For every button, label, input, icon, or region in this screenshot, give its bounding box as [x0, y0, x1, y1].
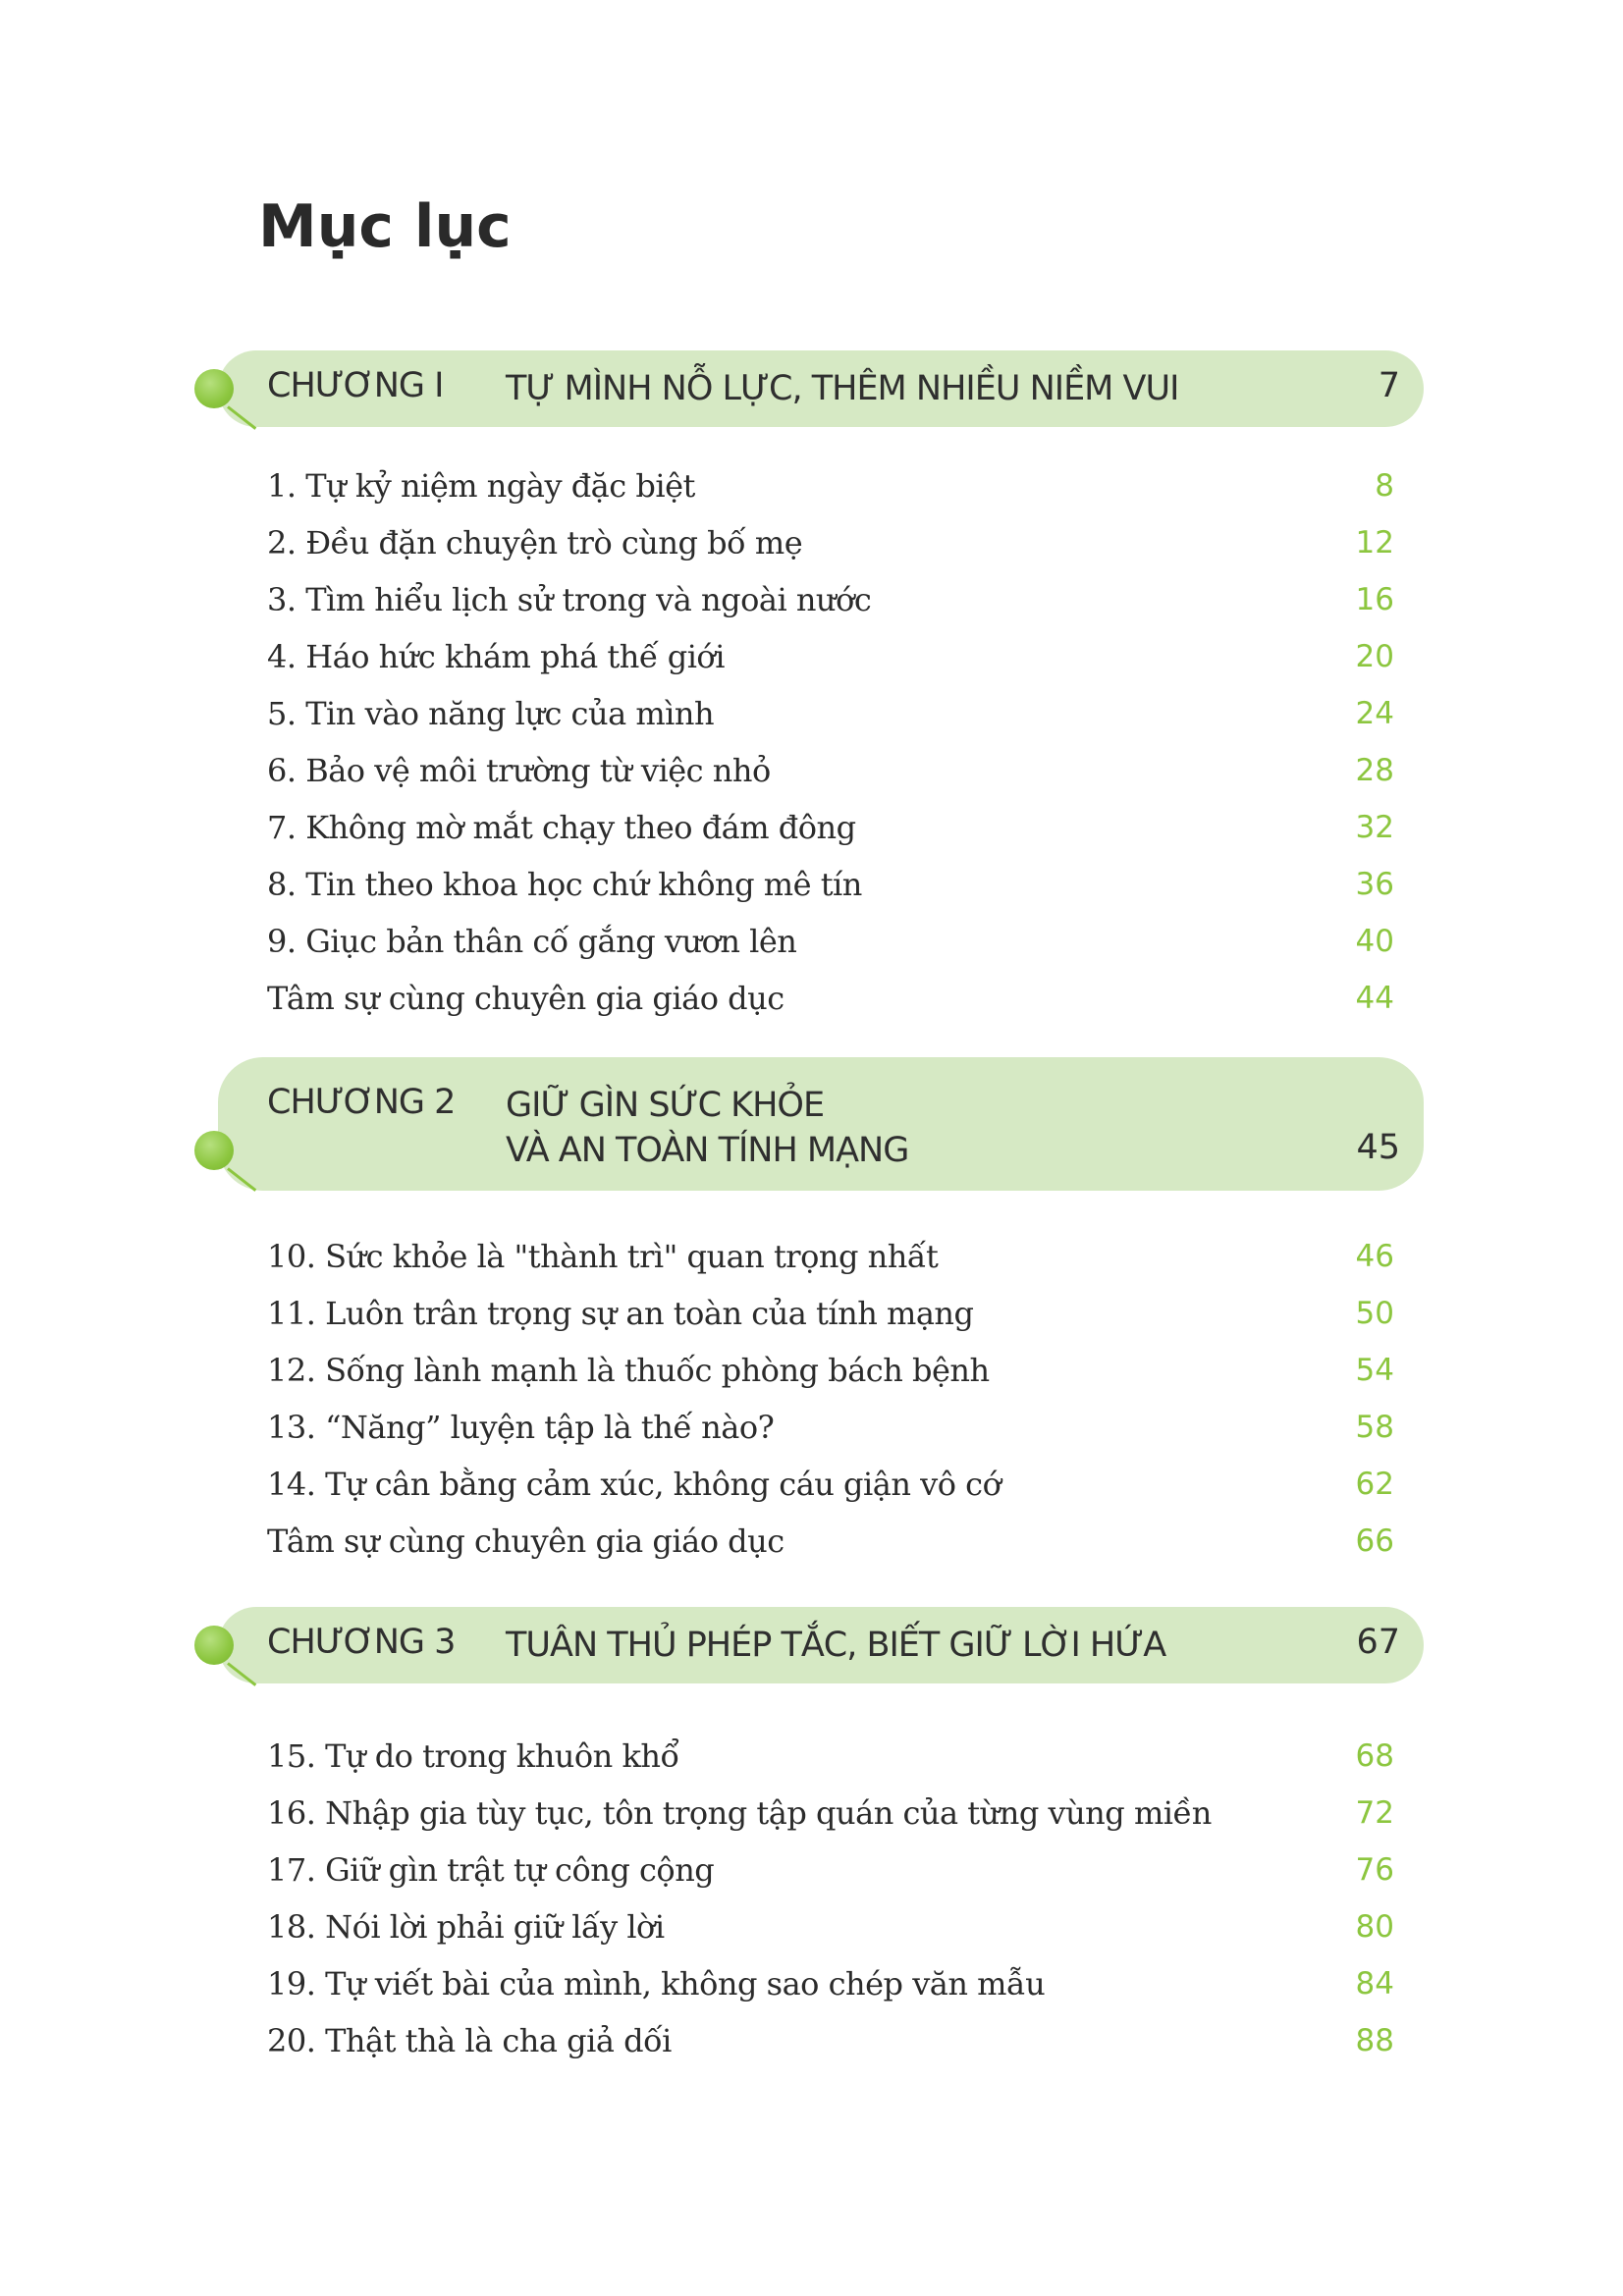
- entry-page-number: 20: [1355, 639, 1394, 674]
- entry-title: 17. Giữ gìn trật tự công cộng: [267, 1851, 715, 1889]
- toc-entry[interactable]: [267, 1347, 1394, 1394]
- entry-page-number: 36: [1355, 867, 1394, 902]
- chapter-3-header[interactable]: [218, 1607, 1424, 1683]
- entry-page-number: 12: [1355, 525, 1394, 561]
- entry-page-number: 24: [1355, 696, 1394, 731]
- entry-page-number: 84: [1355, 1966, 1394, 2002]
- toc-entry[interactable]: [267, 861, 1394, 908]
- toc-entry[interactable]: [267, 462, 1394, 509]
- toc-entry[interactable]: [267, 918, 1394, 965]
- entry-page-number: 54: [1355, 1353, 1394, 1388]
- toc-entry[interactable]: [267, 1733, 1394, 1780]
- entry-title: Tâm sự cùng chuyên gia giáo dục: [267, 1522, 784, 1560]
- chapter-bullet-icon: [194, 1131, 234, 1170]
- entry-title: 13. “Năng” luyện tập là thế nào?: [267, 1409, 775, 1446]
- entry-title: 9. Giục bản thân cố gắng vươn lên: [267, 923, 797, 960]
- chapter-title: [506, 366, 1178, 411]
- chapter-bullet-tail-icon: [227, 405, 256, 430]
- entry-title: 12. Sống lành mạnh là thuốc phòng bách bệnh: [267, 1352, 990, 1389]
- entry-title: 1. Tự kỷ niệm ngày đặc biệt: [267, 467, 695, 505]
- toc-entry[interactable]: [267, 576, 1394, 623]
- entry-title: 8. Tin theo khoa học chứ không mê tín: [267, 866, 862, 903]
- entry-page-number: 28: [1355, 753, 1394, 788]
- toc-entry[interactable]: [267, 1789, 1394, 1837]
- chapter-page-number: 67: [1356, 1623, 1400, 1662]
- chapter-title: [506, 1083, 908, 1173]
- entry-page-number: 66: [1355, 1523, 1394, 1559]
- entry-page-number: 46: [1355, 1239, 1394, 1274]
- entry-title: 3. Tìm hiểu lịch sử trong và ngoài nước: [267, 581, 872, 618]
- entry-title: 11. Luôn trân trọng sự an toàn của tính mạng: [267, 1295, 974, 1332]
- entry-title: 2. Đều đặn chuyện trò cùng bố mẹ: [267, 524, 803, 561]
- entry-page-number: 88: [1355, 2023, 1394, 2058]
- chapter-bullet-icon: [194, 1626, 234, 1665]
- chapter-label: CHƯƠNG 2: [267, 1083, 456, 1122]
- chapter-title-line: VÀ AN TOÀN TÍNH MẠNG: [506, 1131, 909, 1170]
- chapter-title: [506, 1623, 1165, 1668]
- entry-page-number: 62: [1355, 1467, 1394, 1502]
- toc-entry[interactable]: [267, 1518, 1394, 1565]
- entry-title: 6. Bảo vệ môi trường từ việc nhỏ: [267, 752, 771, 789]
- entry-page-number: 50: [1355, 1296, 1394, 1331]
- entry-page-number: 58: [1355, 1410, 1394, 1445]
- entry-page-number: 40: [1355, 924, 1394, 959]
- entry-page-number: 80: [1355, 1909, 1394, 1945]
- chapter-page-number: 7: [1378, 366, 1400, 405]
- chapter-2-header[interactable]: [218, 1057, 1424, 1191]
- toc-entry[interactable]: [267, 2017, 1394, 2064]
- entry-title: 16. Nhập gia tùy tục, tôn trọng tập quán của từng vùng miền: [267, 1794, 1212, 1832]
- page-title: Mục lục: [258, 192, 512, 261]
- entry-title: 7. Không mờ mắt chạy theo đám đông: [267, 809, 856, 846]
- toc-entry[interactable]: [267, 975, 1394, 1022]
- toc-entry[interactable]: [267, 690, 1394, 737]
- chapter-label: CHƯƠNG 3: [267, 1623, 456, 1662]
- entry-title: Tâm sự cùng chuyên gia giáo dục: [267, 980, 784, 1017]
- chapter-bullet-tail-icon: [227, 1167, 256, 1192]
- entry-title: 4. Háo hức khám phá thế giới: [267, 638, 725, 675]
- chapter-1-header[interactable]: [218, 350, 1424, 427]
- toc-entry[interactable]: [267, 1461, 1394, 1508]
- toc-entry[interactable]: [267, 747, 1394, 794]
- toc-entry[interactable]: [267, 1960, 1394, 2007]
- toc-entry[interactable]: [267, 1290, 1394, 1337]
- toc-entry[interactable]: [267, 1903, 1394, 1950]
- entry-title: 18. Nói lời phải giữ lấy lời: [267, 1908, 665, 1946]
- entry-title: 10. Sức khỏe là "thành trì" quan trọng nhất: [267, 1238, 939, 1275]
- chapter-title-line: GIỮ GÌN SỨC KHỎE: [506, 1086, 825, 1125]
- entry-page-number: 68: [1355, 1738, 1394, 1774]
- entry-title: 20. Thật thà là cha giả dối: [267, 2022, 672, 2059]
- toc-entry[interactable]: [267, 1846, 1394, 1894]
- entry-page-number: 8: [1375, 468, 1394, 504]
- toc-entry[interactable]: [267, 804, 1394, 851]
- entry-title: 14. Tự cân bằng cảm xúc, không cáu giận vô cớ: [267, 1466, 1001, 1503]
- toc-entry[interactable]: [267, 519, 1394, 566]
- entry-title: 19. Tự viết bài của mình, không sao chép văn mẫu: [267, 1965, 1046, 2002]
- entry-page-number: 16: [1355, 582, 1394, 617]
- toc-entry[interactable]: [267, 1233, 1394, 1280]
- entry-page-number: 44: [1355, 981, 1394, 1016]
- chapter-bullet-icon: [194, 369, 234, 408]
- chapter-title-line: TUÂN THỦ PHÉP TẮC, BIẾT GIỮ LỜI HỨA: [506, 1626, 1166, 1665]
- toc-entry[interactable]: [267, 1404, 1394, 1451]
- entry-page-number: 72: [1355, 1795, 1394, 1831]
- entry-page-number: 32: [1355, 810, 1394, 845]
- chapter-title-line: TỰ MÌNH NỖ LỰC, THÊM NHIỀU NIỀM VUI: [506, 369, 1179, 408]
- entry-title: 15. Tự do trong khuôn khổ: [267, 1737, 679, 1775]
- chapter-label: CHƯƠNG I: [267, 366, 444, 405]
- chapter-bullet-tail-icon: [227, 1662, 256, 1686]
- chapter-page-number: 45: [1356, 1128, 1400, 1167]
- entry-page-number: 76: [1355, 1852, 1394, 1888]
- entry-title: 5. Tin vào năng lực của mình: [267, 695, 715, 732]
- toc-entry[interactable]: [267, 633, 1394, 680]
